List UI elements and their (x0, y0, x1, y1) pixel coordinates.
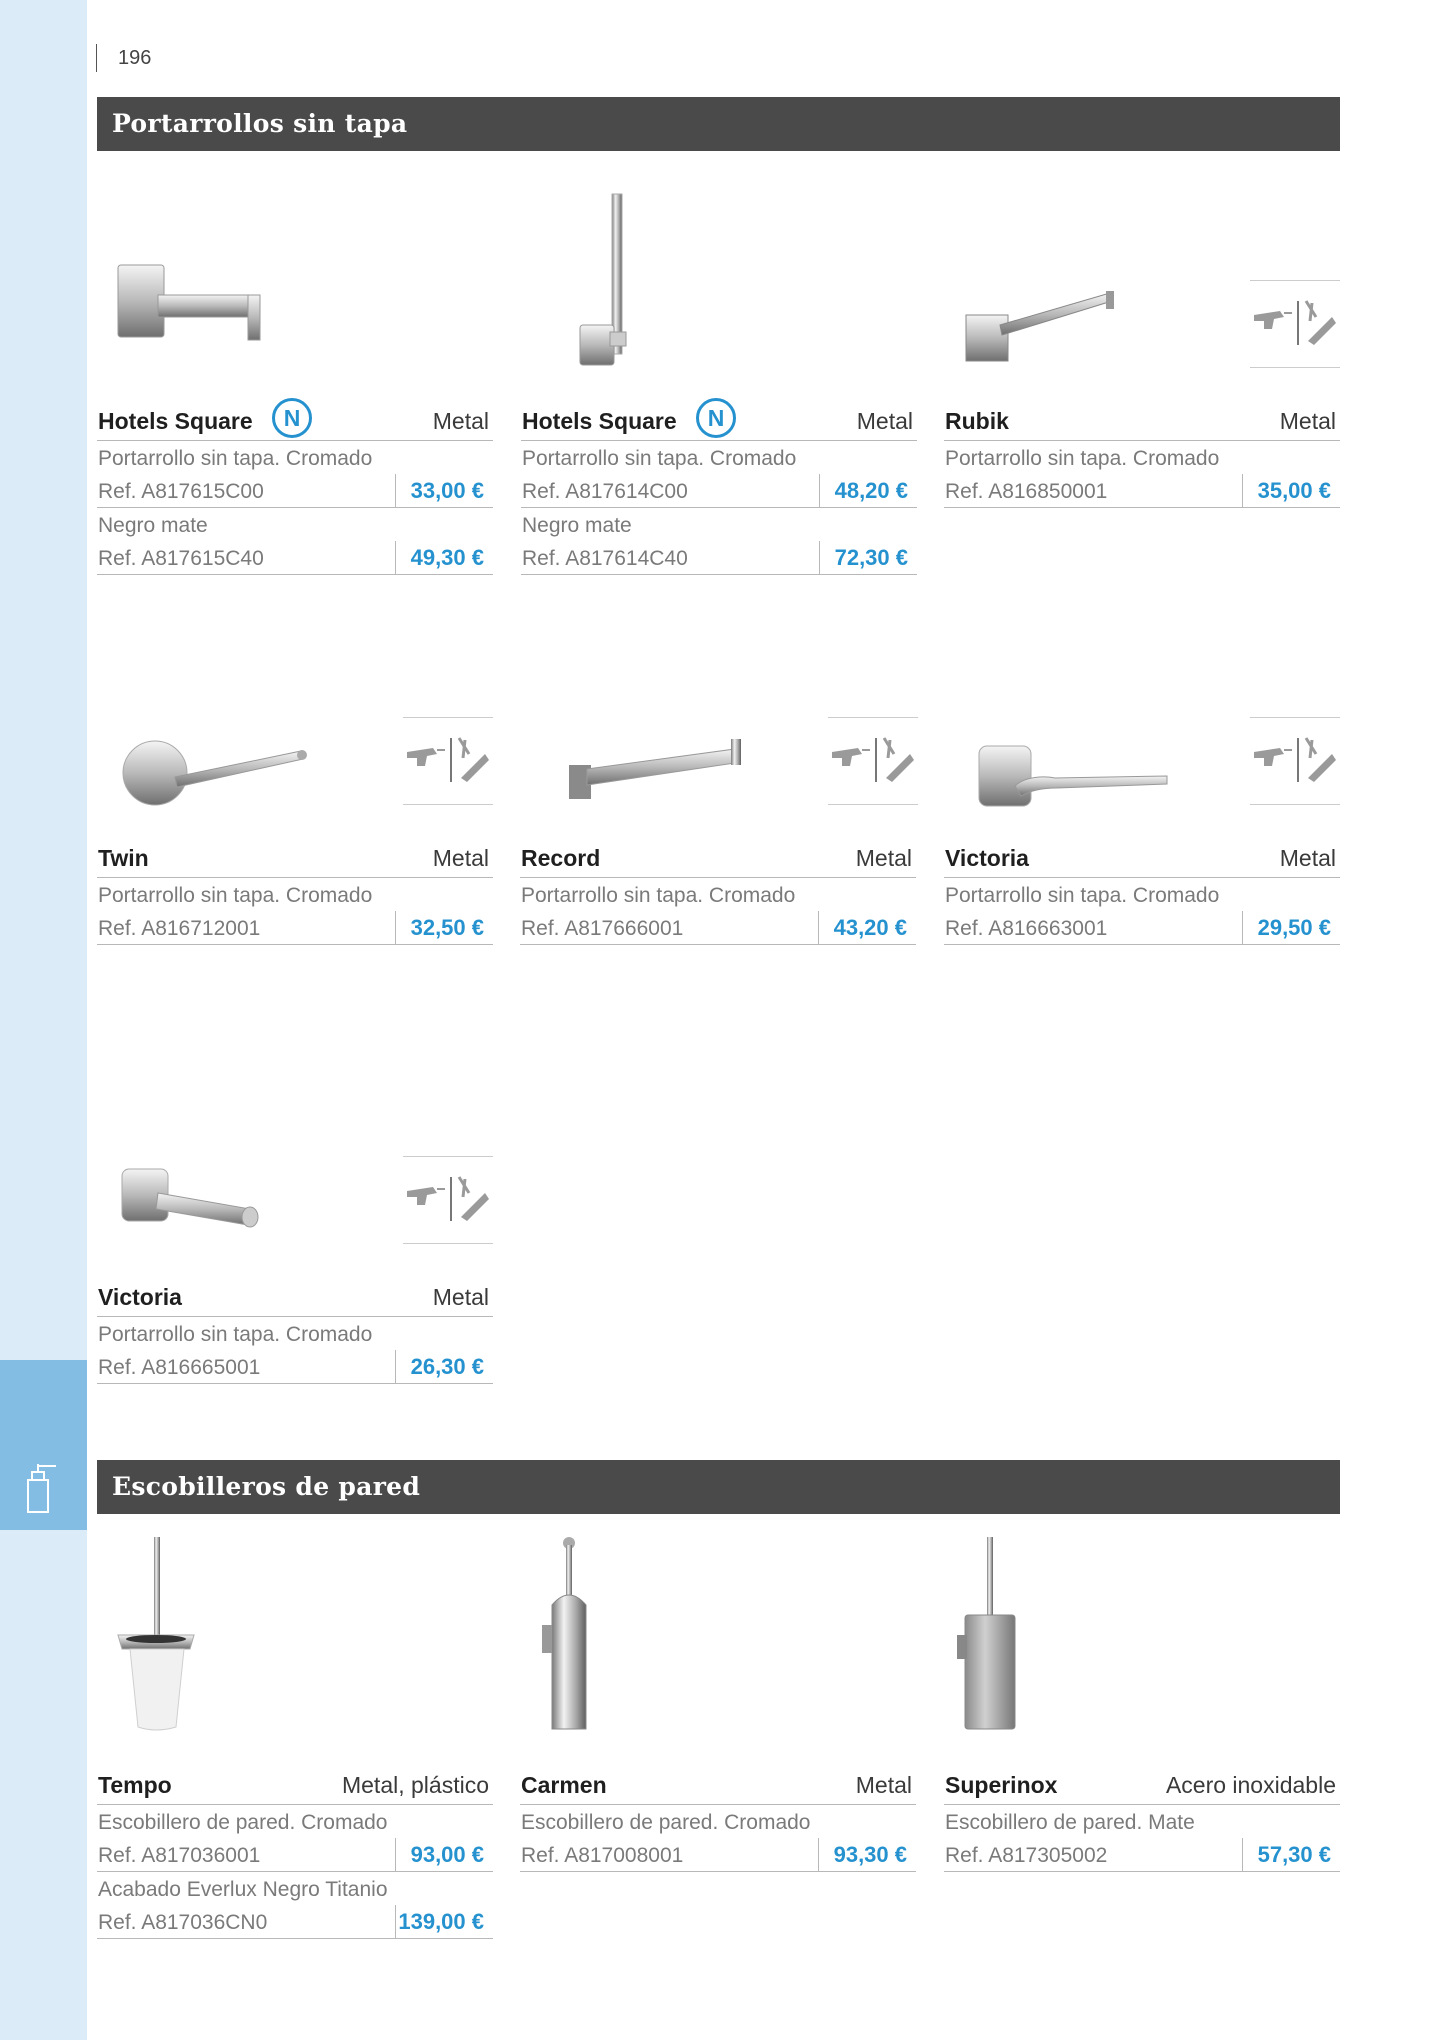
product-material: Metal (432, 845, 489, 871)
product-description: Portarrollo sin tapa. Cromado (98, 447, 373, 470)
product-header (520, 1764, 916, 1805)
product-header (97, 400, 493, 441)
product-name: Hotels Square (522, 408, 677, 434)
product-ref-row: Ref. A816850001 35,00 € (944, 474, 1340, 508)
product-name: Superinox (945, 1772, 1058, 1798)
product-description: Portarrollo sin tapa. Cromado (945, 447, 1220, 470)
price: 93,00 € (395, 1838, 493, 1871)
product-material: Metal (855, 845, 912, 871)
product-ref-row: Ref. A817036CN0 139,00 € (97, 1905, 493, 1939)
price: 48,20 € (819, 474, 917, 507)
product-header (521, 400, 917, 441)
price: 49,30 € (395, 541, 493, 574)
product-description: Portarrollo sin tapa. Cromado (98, 884, 373, 907)
product-description: Portarrollo sin tapa. Cromado (521, 884, 796, 907)
product-finish: Negro mate (522, 514, 632, 537)
product-material: Metal (432, 1284, 489, 1310)
price: 43,20 € (818, 911, 916, 944)
price: 33,00 € (395, 474, 493, 507)
product-header (944, 837, 1340, 878)
product-description: Portarrollo sin tapa. Cromado (945, 884, 1220, 907)
product-ref-row: Ref. A817615C40 49,30 € (97, 541, 493, 575)
product-material: Metal (432, 408, 489, 434)
product-name: Hotels Square (98, 408, 253, 434)
new-badge-icon: N (696, 398, 736, 438)
price: 32,50 € (395, 911, 493, 944)
product-image-carmen (540, 1535, 610, 1735)
product-image-superinox (955, 1535, 1025, 1735)
section-header-escobilleros: Escobilleros de pared (97, 1460, 1340, 1514)
product-ref-row: Ref. A817615C00 33,00 € (97, 474, 493, 508)
drill-or-adhesive-icon (828, 717, 918, 805)
price: 57,30 € (1242, 1838, 1340, 1871)
product-ref-row: Ref. A817036001 93,00 € (97, 1838, 493, 1872)
product-name: Victoria (945, 845, 1029, 871)
product-image-tempo (110, 1535, 210, 1735)
product-material: Metal (855, 1772, 912, 1798)
product-image-rubik (960, 285, 1120, 370)
product-header (944, 1764, 1340, 1805)
product-header (520, 837, 916, 878)
product-ref-row: Ref. A817614C40 72,30 € (521, 541, 917, 575)
product-image-twin (115, 725, 315, 815)
product-material: Acero inoxidable (1165, 1772, 1336, 1798)
product-ref-row: Ref. A816663001 29,50 € (944, 911, 1340, 945)
product-name: Rubik (945, 408, 1009, 434)
product-ref-row: Ref. A816712001 32,50 € (97, 911, 493, 945)
product-header (944, 400, 1340, 441)
drill-or-adhesive-icon (1250, 717, 1340, 805)
product-ref-row: Ref. A816665001 26,30 € (97, 1350, 493, 1384)
product-image-hotels-square-a817615 (110, 255, 270, 365)
new-badge-icon: N (272, 398, 312, 438)
price: 93,30 € (818, 1838, 916, 1871)
price: 35,00 € (1242, 474, 1340, 507)
product-name: Record (521, 845, 601, 871)
product-description: Escobillero de pared. Cromado (521, 1811, 811, 1834)
product-material: Metal (1279, 408, 1336, 434)
page-number: 196 (118, 47, 152, 69)
price: 26,30 € (395, 1350, 493, 1383)
drill-or-adhesive-icon (1250, 280, 1340, 368)
price: 29,50 € (1242, 911, 1340, 944)
sidebar (0, 0, 87, 2040)
bathroom-accessory-icon (24, 1462, 64, 1514)
product-material: Metal (1279, 845, 1336, 871)
page-number-divider (96, 44, 97, 72)
product-name: Carmen (521, 1772, 607, 1798)
drill-or-adhesive-icon (403, 717, 493, 805)
product-description: Escobillero de pared. Mate (945, 1811, 1195, 1834)
price: 72,30 € (819, 541, 917, 574)
price: 139,00 € (395, 1905, 493, 1938)
drill-or-adhesive-icon (403, 1156, 493, 1244)
product-ref-row: Ref. A817008001 93,30 € (520, 1838, 916, 1872)
product-ref-row: Ref. A817614C00 48,20 € (521, 474, 917, 508)
section-header-portarrollos: Portarrollos sin tapa (97, 97, 1340, 151)
product-name: Tempo (98, 1772, 172, 1798)
product-material: Metal, plástico (341, 1772, 489, 1798)
product-description: Portarrollo sin tapa. Cromado (98, 1323, 373, 1346)
product-image-victoria-a816663 (975, 740, 1175, 820)
product-header (97, 1764, 493, 1805)
product-description: Portarrollo sin tapa. Cromado (522, 447, 797, 470)
product-material: Metal (856, 408, 913, 434)
product-finish: Acabado Everlux Negro Titanio (98, 1878, 388, 1901)
product-finish: Negro mate (98, 514, 208, 537)
product-image-hotels-square-a817614 (570, 190, 640, 370)
product-description: Escobillero de pared. Cromado (98, 1811, 388, 1834)
product-header (97, 837, 493, 878)
product-ref-row: Ref. A817305002 57,30 € (944, 1838, 1340, 1872)
product-image-victoria-a816665 (118, 1165, 268, 1240)
product-ref-row: Ref. A817666001 43,20 € (520, 911, 916, 945)
product-image-record (565, 735, 750, 805)
product-header (97, 1276, 493, 1317)
product-name: Victoria (98, 1284, 182, 1310)
product-name: Twin (98, 845, 149, 871)
